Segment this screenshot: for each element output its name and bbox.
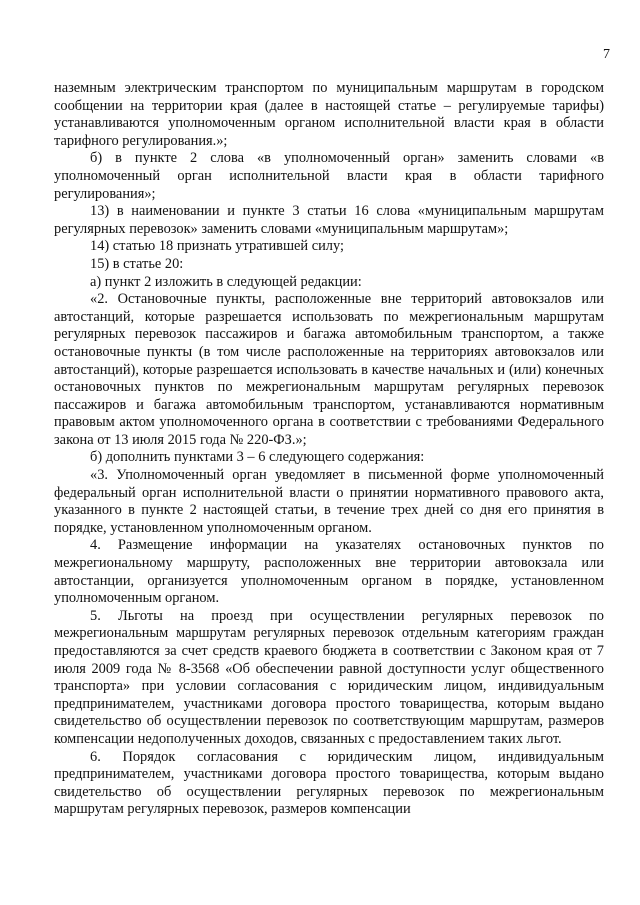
paragraph-item-15: 15) в статье 20: <box>90 255 184 272</box>
page-number: 7 <box>603 47 610 62</box>
paragraph-point-4: 4. Размещение информации на указателях остановочных пунктов по межрегиональному маршруту, расположенных вне территории автовокзала или автостанции, организуется уполномоченным органом в порядке, установленном уполномоченным органом. <box>54 537 604 607</box>
paragraph-point-2-text: «2. Остановочные пункты, расположенные вне территорий автовокзалов или автостанций, которые разрешается использовать по межрегиональным маршрутам регулярных перевозок пассажиров и багажа автомобильным транспортом, а также остановочные пункты (в том числе расположенные на территориях автовокзалов или автостанций), которые разрешается использовать в качестве начальных и (или) конечных остановочных пунктов по межрегиональным маршрутам регулярных перевозок пассажиров и багажа автомобильным транспортом, устанавливаются нормативным правовым актом уполномоченного органа в соответствии с требованиями Федерального закона от 13 июля 2015 года № 220-ФЗ.»; <box>54 291 604 448</box>
paragraph-point-3: «3. Уполномоченный орган уведомляет в письменной форме уполномоченный федеральный орган исполнительной власти о принятии нормативного правового акта, указанного в пункте 2 настоящей статьи, в течение трех дней со дня его принятия в порядке, установленном уполномоченным органом. <box>54 467 604 536</box>
paragraph-item-a: а) пункт 2 изложить в следующей редакции: <box>90 273 362 290</box>
paragraph-item-b-point-2: б) в пункте 2 слова «в уполномоченный орган» заменить словами «в уполномоченный орган исполнительной власти края в области тарифного регулирования»; <box>54 150 604 202</box>
paragraph-item-13: 13) в наименовании и пункте 3 статьи 16 слова «муниципальным маршрутам регулярных перевозок» заменить словами «муниципальным маршрутам»; <box>54 203 604 237</box>
paragraph-item-14: 14) статью 18 признать утратившей силу; <box>90 238 344 255</box>
paragraph-item-b-add-points: б) дополнить пунктами 3 – 6 следующего содержания: <box>90 449 425 466</box>
paragraph-point-5: 5. Льготы на проезд при осуществлении регулярных перевозок по межрегиональным маршрутам регулярных перевозок отдельным категориям граждан предоставляются за счет средств краевого бюджета в соответствии с Законом края от 7 июля 2009 года № 8-3568 «Об обеспечении равной доступности услуг общественного транспорта» при условии согласования с юридическим лицом, индивидуальным предпринимателем, участниками договора простого товарищества, которым выдано свидетельство об осуществлении перевозок по соответствующим маршрутам, размеров компенсации недополученных доходов, связанных с предоставлением таких льгот. <box>54 607 604 747</box>
document-body <box>54 80 604 819</box>
paragraph-point-6: 6. Порядок согласования с юридическим лицом, индивидуальным предпринимателем, участниками договора простого товарищества, которым выдано свидетельство об осуществлении регулярных перевозок по межрегиональным маршрутам регулярных перевозок, размеров компенсации <box>54 748 604 818</box>
paragraph-continuation: наземным электрическим транспортом по муниципальным маршрутам в городском сообщении на территории края (далее в настоящей статье – регулируемые тарифы) устанавливаются уполномоченным органом исполнительной власти края в области тарифного регулирования.»; <box>54 80 604 149</box>
